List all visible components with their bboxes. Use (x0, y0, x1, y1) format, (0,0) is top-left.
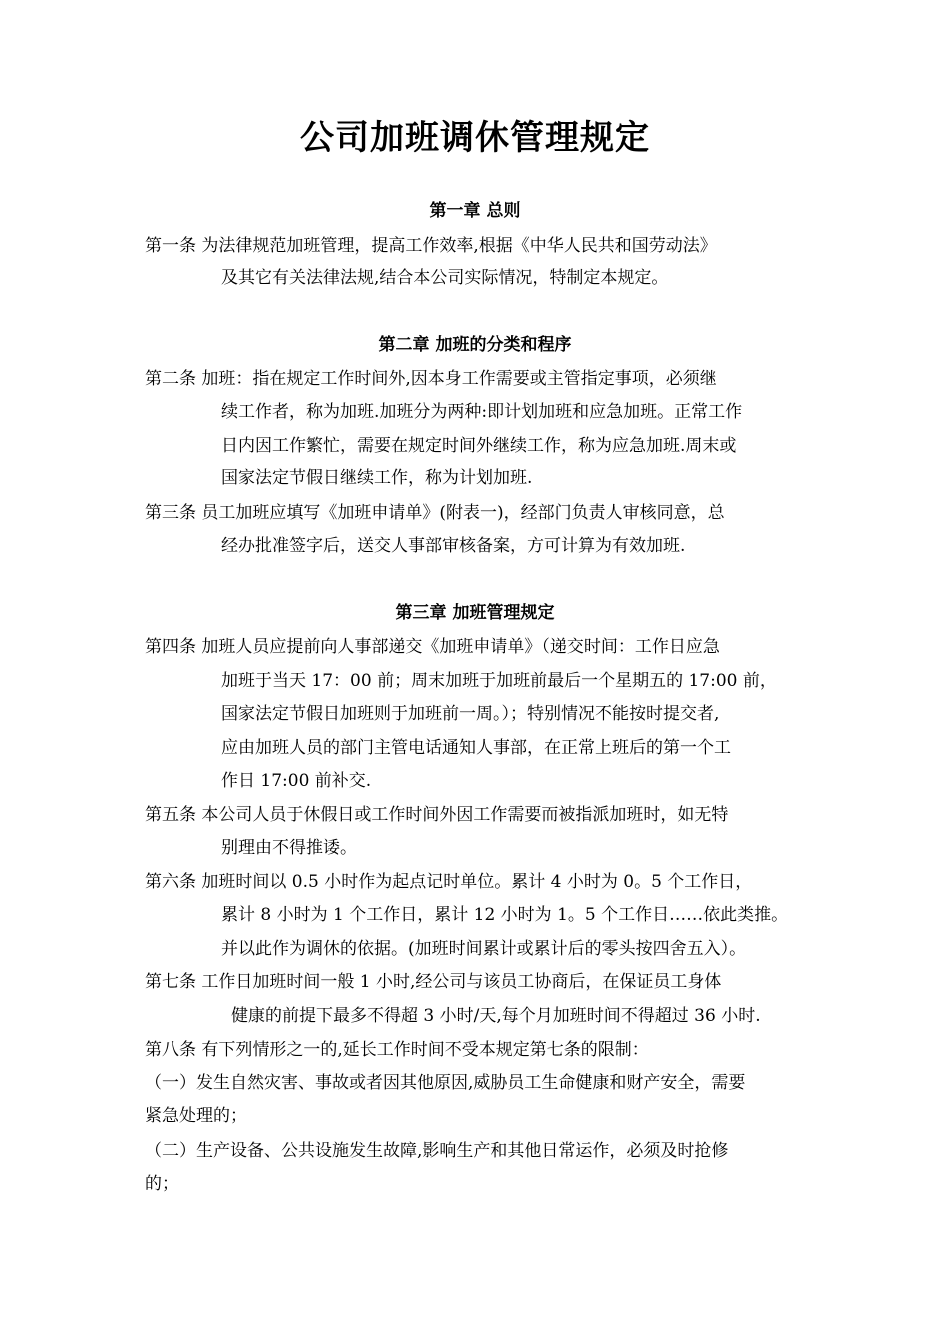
article-4-line-1: 第四条 加班人员应提前向人事部递交《加班申请单》（递交时间：工作日应急 (145, 637, 720, 657)
article-1-line-2: 及其它有关法律法规,结合本公司实际情况，特制定本规定。 (221, 268, 669, 288)
article-2-line-3: 日内因工作繁忙，需要在规定时间外继续工作，称为应急加班.周末或 (221, 436, 737, 456)
article-5-line-2: 别理由不得推诿。 (221, 838, 357, 858)
article-3-line-1: 第三条 员工加班应填写《加班申请单》(附表一)，经部门负责人审核同意，总 (145, 503, 725, 523)
article-2-line-2: 续工作者，称为加班.加班分为两种:即计划加班和应急加班。正常工作 (221, 402, 743, 422)
article-8-line-1: 第八条 有下列情形之一的,延长工作时间不受本规定第七条的限制： (145, 1040, 649, 1060)
article-4-line-2: 加班于当天 17：00 前；周末加班于加班前最后一个星期五的 17:00 前， (221, 671, 777, 691)
chapter-heading-1: 第一章 总则 (429, 201, 521, 221)
article-7-line-2: 健康的前提下最多不得超 3 小时/天,每个月加班时间不得超过 36 小时. (231, 1006, 761, 1026)
document-title: 公司加班调休管理规定 (300, 118, 650, 158)
article-8-item-2-line-1: （二）生产设备、公共设施发生故障,影响生产和其他日常运作，必须及时抢修 (145, 1141, 729, 1161)
article-4-line-3: 国家法定节假日加班则于加班前一周。）；特别情况不能按时提交者, (221, 704, 720, 724)
article-2-line-1: 第二条 加班：指在规定工作时间外,因本身工作需要或主管指定事项，必须继 (145, 369, 717, 389)
article-8-item-2-line-2: 的； (145, 1174, 179, 1194)
article-1-line-1: 第一条 为法律规范加班管理，提高工作效率,根据《中华人民共和国劳动法》 (145, 236, 717, 256)
article-8-item-1-line-2: 紧急处理的； (145, 1106, 247, 1126)
article-5-line-1: 第五条 本公司人员于休假日或工作时间外因工作需要而被指派加班时，如无特 (145, 805, 729, 825)
article-6-line-2: 累计 8 小时为 1 个工作日，累计 12 小时为 1。5 个工作日……依此类推。 (221, 905, 789, 925)
article-4-line-4: 应由加班人员的部门主管电话通知人事部，在正常上班后的第一个工 (221, 738, 731, 758)
article-7-line-1: 第七条 工作日加班时间一般 1 小时,经公司与该员工协商后，在保证员工身体 (145, 972, 722, 992)
chapter-heading-3: 第三章 加班管理规定 (395, 603, 555, 623)
article-3-line-2: 经办批准签字后，送交人事部审核备案，方可计算为有效加班. (221, 536, 686, 556)
chapter-heading-2: 第二章 加班的分类和程序 (378, 335, 572, 355)
article-6-line-3: 并以此作为调休的依据。(加班时间累计或累计后的零头按四舍五入）。 (221, 939, 747, 959)
article-8-item-1-line-1: （一）发生自然灾害、事故或者因其他原因,威胁员工生命健康和财产安全，需要 (145, 1073, 746, 1093)
article-4-line-5: 作日 17:00 前补交. (221, 771, 372, 791)
article-6-line-1: 第六条 加班时间以 0.5 小时作为起点记时单位。累计 4 小时为 0。5 个工作日， (145, 872, 753, 892)
article-2-line-4: 国家法定节假日继续工作，称为计划加班. (221, 468, 533, 488)
